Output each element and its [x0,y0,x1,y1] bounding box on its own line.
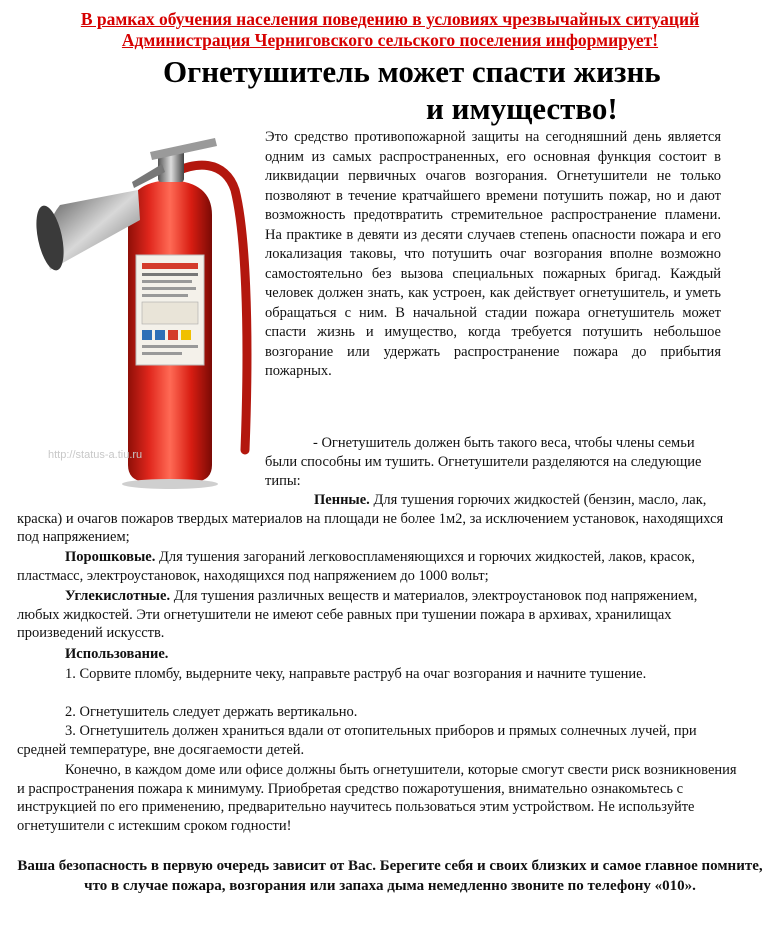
closing-paragraph [17,761,742,835]
co2-label: Углекислотные. [65,588,171,604]
footer-warning: Ваша безопасность в первую очередь зависит от Вас. Берегите себя и своих близких и самое главное помните, что в случае пожара, возгорания или запаха дыма немедленно звоните по телефону «010». [17,858,763,894]
foam-text: Для тушения горючих жидкостей (бензин, масло, лак, краска) и очагов пожаров твердых материалов на площади не более 1м2, за исключением установок, находящихся под напряжением; [17,492,724,545]
usage-item-1 [17,665,742,684]
foam-label: Пенные. [314,492,370,508]
usage-item-3-text: 3. Огнетушитель должен храниться вдали от отопительных приборов и прямых солнечных лучей, при средней температуре, вне досягаемости детей. [17,723,697,758]
usage-item-2-text: 2. Огнетушитель следует держать вертикально. [65,704,358,720]
watermark-text: http://status-a.tiu.ru [48,449,143,461]
usage-item-1-text: 1. Сорвите пломбу, выдерните чеку, направьте раструб на очаг возгорания и начните тушение. [65,666,647,682]
closing-text: Конечно, в каждом доме или офисе должны быть огнетушители, которые смогут свести риск возникновения и распространения пожара к минимуму. Приобретая средство пожаротушения, внимательно ознакомьтесь с инструкцией по его применению, предварительно научитесь пользоваться этим устройством. Не используйте огнетушители с истекшим сроком годности! [17,762,737,834]
powder-label: Порошковые. [65,549,156,565]
usage-item-2 [17,703,742,722]
weight-paragraph [265,434,725,491]
usage-heading-text: Использование. [65,646,169,662]
fire-extinguisher-image [20,120,260,490]
page-title-line-2: и имущество! [426,91,618,126]
page-title-line-1: Огнетушитель может спасти жизнь [163,54,661,89]
co2-text: Для тушения различных веществ и материалов, электроустановок под напряжением, любых жидкостей. Эти огнетушители не имеют себе равных при тушении пожара в архивах, хранилищах произведений искусств. [17,588,698,641]
intro-paragraph: Это средство противопожарной защиты на сегодняшний день является одним из самых распространенных, его основная функция состоит в ликвидации первичных очагов возгорания. Огнетушители не только позволяют в течение кратчайшего времени потушить пожар, но и дают возможность предотвратить стремительное распространение пламени. На практике в девяти из десяти случаев степень опасности пожара и его локализация таковы, что потушить очаг возгорания вполне возможно самостоятельно без вызова специальных пожарных бригад. Каждый человек должен знать, как устроен, как действует огнетушитель, и уметь обращаться с ним. В начальной стадии пожара огнетушитель может спасти жизнь и имущество, когда требуется потушить небольшое возгорание или удержать распространение пожара до прибытия пожарных. [265,129,721,379]
header-line-1: В рамках обучения населения поведению в условиях чрезвычайных ситуаций [80,9,700,29]
weight-text: - Огнетушитель должен быть такого веса, чтобы члены семьи были способны им тушить. Огнетушители разделяются на следующие типы: [265,435,702,489]
co2-type-paragraph [17,587,742,643]
powder-type-paragraph [17,548,742,585]
usage-heading [17,645,742,664]
foam-type-paragraph [17,491,742,547]
header-line-2: Администрация Черниговского сельского поселения информирует! [121,30,659,50]
powder-text: Для тушения загораний легковоспламеняющихся и горючих жидкостей, лаков, красок, пластмасс, электроустановок, находящихся под напряжением до 1000 вольт; [17,549,695,584]
usage-item-3 [17,722,742,759]
